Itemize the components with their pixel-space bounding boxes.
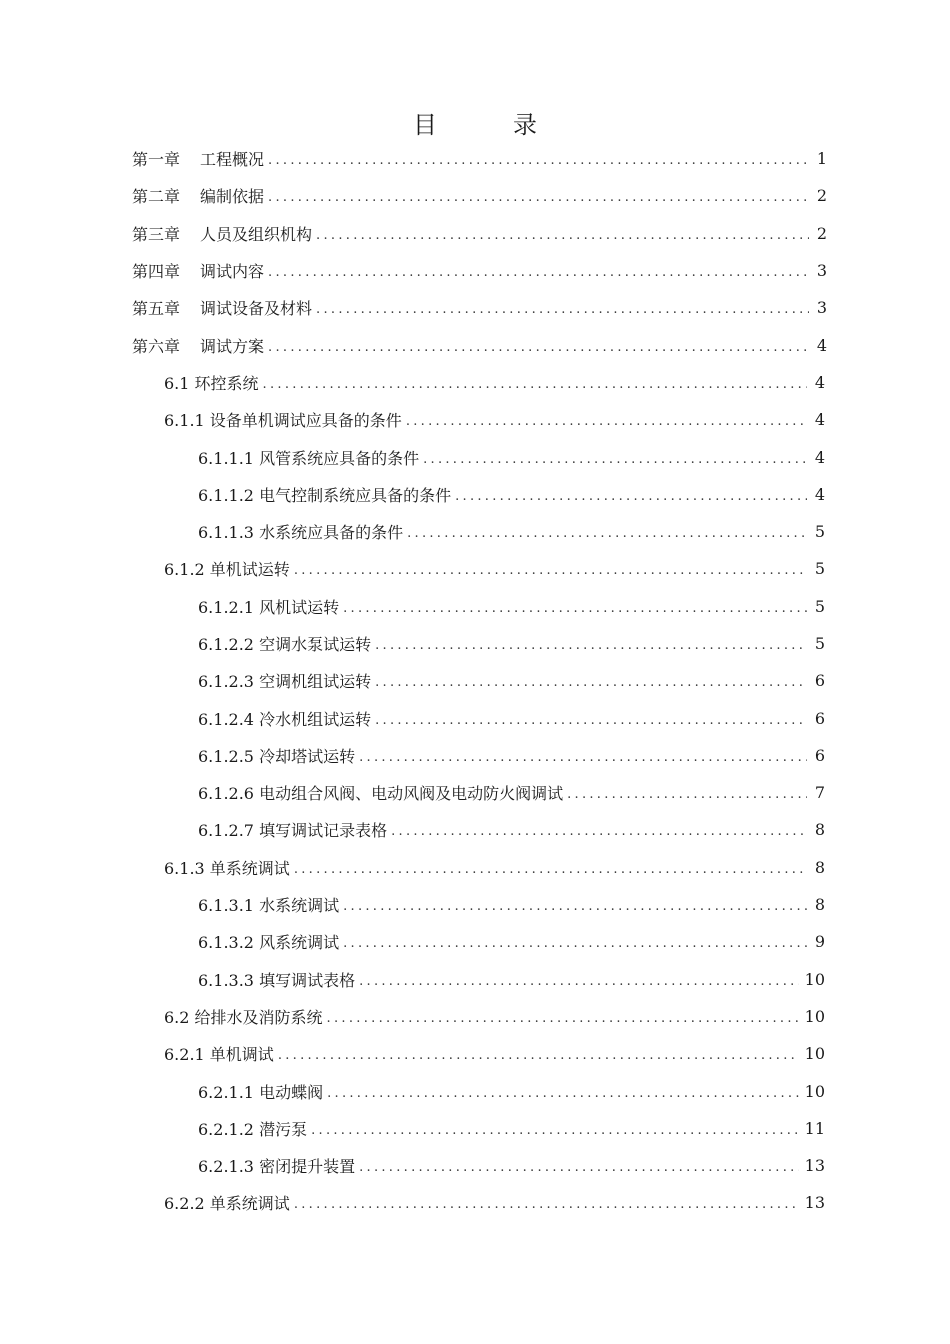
toc-page-number: 2 [816,223,827,243]
toc-page-number: 11 [804,1118,825,1138]
toc-title: 目 录 [413,111,563,139]
toc-page-number: 1 [816,149,827,169]
toc-entry-text: 6.2.1.3 密闭提升装置 [198,1157,356,1177]
toc-dot-leader [327,1011,799,1026]
toc-entry-text: 6.1 环控系统 [164,373,259,393]
toc-page-number: 8 [814,857,825,877]
toc-dot-leader [263,377,807,392]
toc-entry-label [164,1005,323,1028]
toc-entry-label [164,371,259,394]
toc-entry-label [132,147,264,170]
toc-entry[interactable] [0,625,950,662]
toc-entry-text: 6.1.1 设备单机调试应具备的条件 [164,411,402,431]
toc-entry-text: 6.1.2.3 空调机组试运转 [198,672,372,692]
toc-entry-text: 6.1.3 单系统调试 [164,858,290,878]
toc-entry-label [132,259,264,282]
toc-dot-leader [294,563,807,578]
toc-page-number: 3 [816,298,827,318]
toc-chapter-number: 第三章 [132,224,181,244]
toc-entry-label [164,557,290,580]
toc-dot-leader [268,340,809,355]
toc-entry-text: 编制依据 [200,187,265,207]
toc-dot-leader [406,414,807,429]
toc-entry-text: 6.1.2.7 填写调试记录表格 [198,821,388,841]
toc-page-number: 3 [816,261,827,281]
toc-dot-leader [268,153,809,168]
toc-entry[interactable] [0,513,950,550]
toc-entry-label [198,1117,307,1140]
toc-dot-leader [343,936,807,951]
toc-chapter-number: 第六章 [132,336,181,356]
table-of-contents [0,140,950,1222]
toc-entry[interactable] [0,364,950,401]
toc-dot-leader [294,1197,799,1212]
toc-dot-leader [375,675,807,690]
toc-entry-text: 6.1.2.2 空调水泵试运转 [198,635,372,654]
toc-entry-text: 6.1.2.4 冷水机组试运转 [198,709,372,729]
toc-dot-leader [375,638,807,653]
toc-entry-label [198,968,355,991]
toc-entry[interactable] [0,289,950,326]
toc-entry-label [198,446,419,469]
toc-dot-leader [311,1123,799,1138]
toc-entry-label [198,483,451,506]
toc-dot-leader [343,899,807,914]
toc-entry[interactable] [0,998,950,1035]
toc-dot-leader [359,974,799,989]
toc-entry-label [198,893,339,916]
toc-entry-label [198,632,371,655]
toc-entry-text: 6.2.1 单机调试 [164,1045,274,1065]
toc-entry-label [164,1191,290,1214]
toc-dot-leader [567,787,807,802]
toc-entry-label [132,334,264,357]
toc-page-number: 10 [804,969,825,989]
toc-page-number: 10 [804,1081,825,1101]
toc-entry-text: 工程概况 [200,150,265,170]
toc-dot-leader [268,190,809,205]
toc-page-number: 8 [814,820,825,840]
toc-entry-text: 6.2.1.2 潜污泵 [198,1119,308,1139]
toc-page-number: 4 [814,410,825,430]
toc-entry-label [198,707,371,730]
toc-dot-leader [316,228,809,243]
toc-page-number: 6 [814,671,825,691]
toc-dot-leader [343,601,807,616]
toc-entry-text: 6.1.2.5 冷却塔试运转 [198,746,356,766]
toc-entry[interactable] [0,774,950,811]
toc-page-number: 10 [804,1044,825,1064]
toc-dot-leader [327,1086,799,1101]
toc-page-number: 6 [814,708,825,728]
toc-entry-text: 6.1.1.3 水系统应具备的条件 [198,523,404,543]
toc-entry-label [198,744,355,767]
toc-chapter-number: 第五章 [132,299,181,319]
toc-entry-label [164,856,290,879]
toc-page-number: 5 [814,596,825,616]
toc-entry-label [198,669,371,692]
toc-page-number: 6 [814,745,825,765]
toc-chapter-number: 第四章 [132,262,181,282]
toc-dot-leader [407,526,807,541]
toc-page-number: 5 [814,559,825,579]
toc-entry[interactable] [0,438,950,475]
toc-chapter-number: 第二章 [132,187,181,207]
toc-entry[interactable] [0,961,950,998]
toc-page-number: 8 [814,895,825,915]
toc-entry[interactable] [0,140,950,177]
toc-entry[interactable] [0,737,950,774]
toc-entry[interactable] [0,886,950,923]
toc-entry-text: 6.1.2.6 电动组合风阀、电动风阀及电动防火阀调试 [198,784,564,804]
toc-dot-leader [455,489,807,504]
toc-entry-label [198,595,339,618]
toc-entry[interactable] [0,550,950,587]
toc-page-number: 13 [804,1156,825,1176]
toc-entry-label [132,184,264,207]
toc-dot-leader [391,824,807,839]
toc-entry-text: 6.1.3.2 风系统调试 [198,933,340,953]
toc-entry-text: 6.2 给排水及消防系统 [164,1007,323,1027]
toc-entry[interactable] [0,1035,950,1072]
toc-dot-leader [359,1160,799,1175]
toc-entry-label [198,1080,323,1103]
toc-entry[interactable] [0,811,950,848]
toc-entry-text: 人员及组织机构 [200,224,313,244]
toc-entry[interactable] [0,1184,950,1221]
toc-entry[interactable] [0,1147,950,1184]
toc-entry-text: 6.1.2.1 风机试运转 [198,597,340,617]
toc-entry-label [164,408,402,431]
toc-entry[interactable] [0,1110,950,1147]
toc-entry-label [164,1042,274,1065]
toc-entry-text: 6.1.3.1 水系统调试 [198,896,340,916]
toc-entry-text: 调试内容 [200,262,265,282]
toc-entry[interactable] [0,699,950,736]
toc-dot-leader [278,1048,799,1063]
toc-page-number: 10 [804,1006,825,1026]
toc-entry[interactable] [0,476,950,513]
toc-page-number: 4 [814,447,825,467]
toc-page-number: 5 [814,634,825,653]
toc-entry-text: 6.1.1.1 风管系统应具备的条件 [198,448,420,468]
toc-entry[interactable] [0,326,950,363]
toc-entry[interactable] [0,1072,950,1109]
toc-entry-text: 6.1.3.3 填写调试表格 [198,970,356,990]
toc-chapter-number: 第一章 [132,150,181,170]
toc-page-number: 4 [814,372,825,392]
toc-entry-text: 调试设备及材料 [200,299,313,319]
toc-entry[interactable] [0,177,950,214]
toc-entry-text: 6.1.1.2 电气控制系统应具备的条件 [198,485,452,505]
toc-page-number: 4 [816,335,827,355]
toc-entry-label [198,1154,355,1177]
toc-page-number: 7 [814,783,825,803]
toc-dot-leader [375,713,807,728]
toc-page-number: 2 [816,186,827,206]
toc-entry[interactable] [0,662,950,699]
toc-dot-leader [294,862,807,877]
toc-entry[interactable] [0,849,950,886]
toc-dot-leader [268,265,809,280]
toc-entry-label [198,781,563,804]
toc-page-number: 4 [814,484,825,504]
toc-entry-text: 6.1.2 单机试运转 [164,560,290,580]
toc-page-number: 9 [814,932,825,952]
toc-dot-leader [316,302,809,317]
toc-entry-text: 6.2.2 单系统调试 [164,1194,290,1214]
toc-entry-label [198,930,339,953]
toc-entry-text: 调试方案 [200,336,265,356]
toc-entry[interactable] [0,215,950,252]
toc-entry-label [198,818,387,841]
toc-entry-label [132,222,312,245]
toc-entry-text: 6.2.1.1 电动蝶阀 [198,1082,324,1102]
toc-entry[interactable] [0,923,950,960]
toc-dot-leader [423,452,807,467]
toc-page-number: 5 [814,522,825,542]
toc-entry-label [132,296,312,319]
toc-entry[interactable] [0,252,950,289]
toc-page-number: 13 [804,1193,825,1213]
toc-dot-leader [359,750,807,765]
toc-entry[interactable] [0,588,950,625]
toc-entry-label [198,520,403,543]
toc-entry[interactable] [0,401,950,438]
